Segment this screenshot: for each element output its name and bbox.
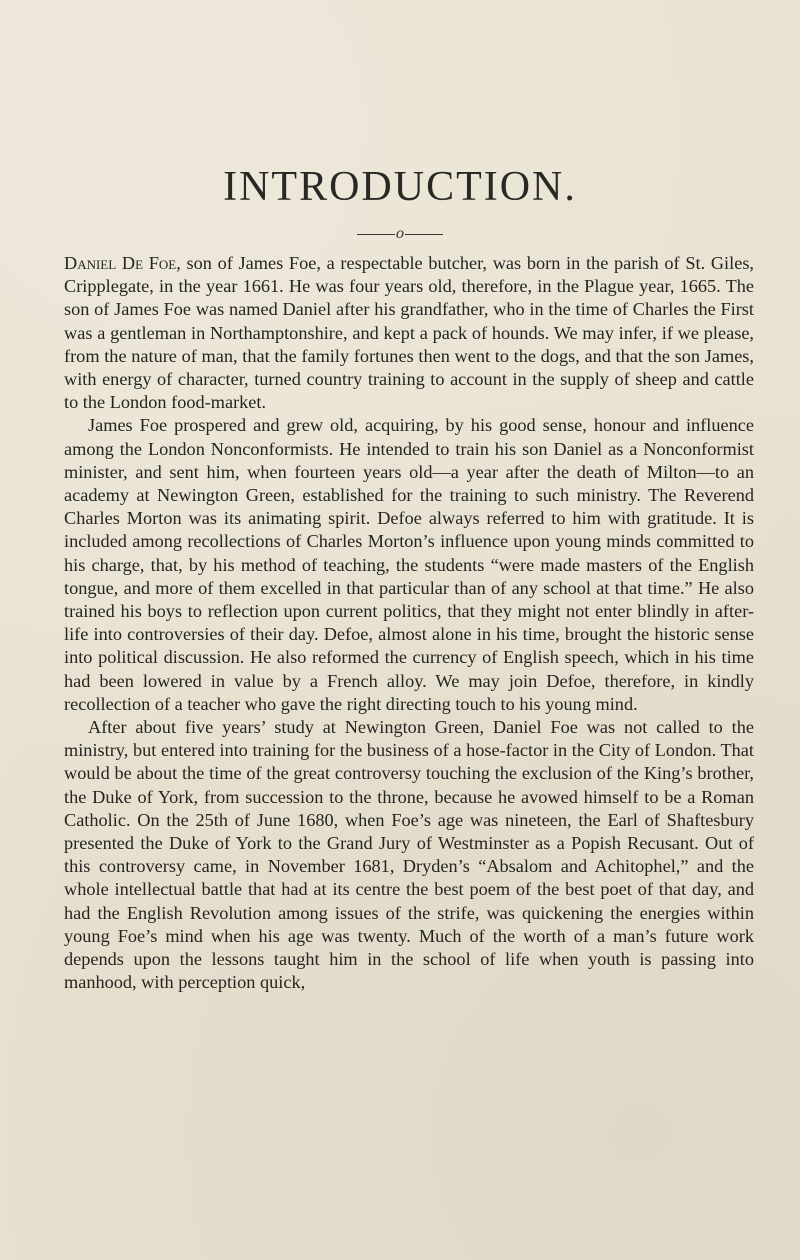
opening-name: Daniel De Foe, [64,253,181,273]
ornament-rule-right [405,234,443,235]
paragraph-3: After about five years’ study at Newington Green, Daniel Foe was not called to the ministry, but entered into training for the business of a hose-factor in the City of London. That would be about the time of the great controversy touching the exclusion of the King’s brother, the Duke of York, from succession to the throne, because he avowed himself to be a Roman Catholic. On the 25th of June 1680, when Foe’s age was nineteen, the Earl of Shaftesbury presented the Duke of York to the Grand Jury of Westminster as a Popish Recusant. Out of this controversy came, in November 1681, Dryden’s “Absalom and Achitophel,” and the whole intellectual battle that had at its centre the best poem of the best poet of that day, and had the English Revolution among issues of the strife, was quickening the energies within young Foe’s mind when his age was twenty. Much of the worth of a man’s future work depends upon the lessons taught him in the school of life when youth is passing into manhood, with perception quick, [64,717,754,993]
body-text [64,252,754,995]
ornament-mark: o [395,226,405,242]
paragraph-1-text: son of James Foe, a respectable butcher, was born in the parish of St. Giles, Cripplegate, in the year 1661. He was four years old, therefore, in the Plague year, 1665. The son of James Foe was named Daniel after his grandfather, who in the time of Charles the First was a gentleman in Northamptonshire, and kept a pack of hounds. We may infer, if we please, from the nature of man, that the family fortunes then went to the dogs, and that the son James, with energy of character, turned country training to account in the supply of sheep and cattle to the London food-market. [64,253,755,413]
ornament-rule-left [357,234,395,235]
paragraph-1 [64,252,754,414]
paragraph-2: James Foe prospered and grew old, acquiring, by his good sense, honour and influence among the London Nonconformists. He intended to train his son Daniel as a Nonconformist minister, and sent him, when fourteen years old—a year after the death of Milton—to an academy at Newington Green, established for the training to such ministry. The Reverend Charles Morton was its animating spirit. Defoe always referred to him with gratitude. It is included among recollections of Charles Morton’s influence upon young minds committed to his charge, that, by his method of teaching, the students “were made masters of the English tongue, and more of them excelled in that particular than of any school at that time.” He also trained his boys to reflection upon current politics, that they might not enter blindly in after-life into controversies of their day. Defoe, almost alone in his time, brought the historic sense into political discussion. He also reformed the currency of English speech, which in his time had been lowered in value by a French alloy. We may join Defoe, therefore, in kindly recollection of a teacher who gave the right directing touch to his young mind. [64,415,754,714]
chapter-title: INTRODUCTION. [223,164,577,210]
title-ornament [0,226,800,242]
